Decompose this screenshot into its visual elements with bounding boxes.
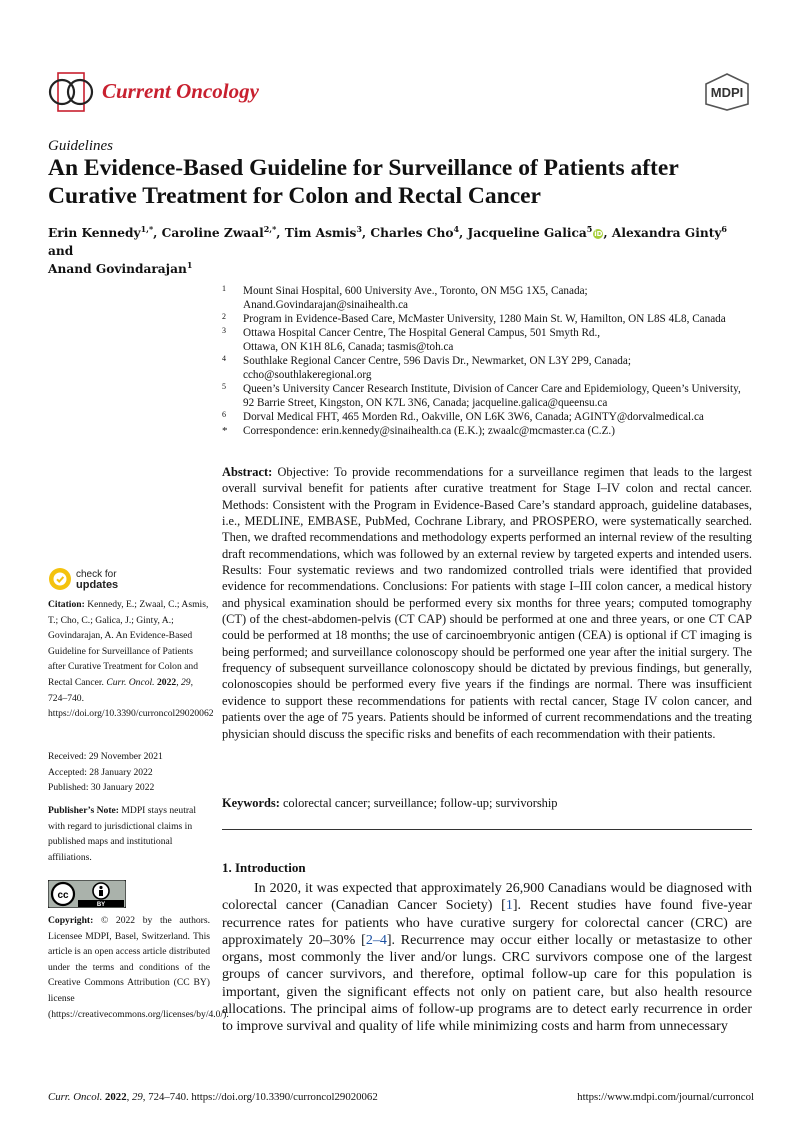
page-footer — [48, 1091, 754, 1103]
author-affiliation-marker: 3 — [356, 223, 362, 234]
author-separator: , — [276, 226, 285, 240]
keywords-text: colorectal cancer; surveillance; follow-up; survivorship — [282, 796, 558, 810]
section-divider — [222, 829, 752, 830]
affiliation-line: 92 Barrie Street, Kingston, ON K7L 3N6, Canada; jacqueline.galica@queensu.ca — [243, 397, 608, 409]
affiliation-line: Ottawa Hospital Cancer Centre, The Hospital General Campus, 501 Smyth Rd., — [243, 327, 601, 339]
footer-year: 2022 — [105, 1091, 127, 1103]
footer-doi[interactable]: , 724–740. https://doi.org/10.3390/curroncol29020062 — [142, 1091, 378, 1103]
intro-paragraph — [222, 880, 752, 1036]
keywords-label: Keywords: — [222, 796, 280, 810]
author-list — [48, 224, 756, 278]
accepted-date: Accepted: 28 January 2022 — [48, 766, 153, 778]
author-name: Caroline Zwaal — [161, 226, 264, 240]
affiliation-item — [222, 410, 757, 424]
article-title: An Evidence-Based Guideline for Surveillance of Patients after Curative Treatment for Colon and Rectal Cancer — [48, 155, 679, 209]
citation-doi[interactable]: 724–740. https://doi.org/10.3390/curroncol29020062 — [48, 692, 214, 720]
keywords — [222, 795, 752, 811]
author-separator: , — [459, 226, 468, 240]
affiliation-line: Mount Sinai Hospital, 600 University Ave., Toronto, ON M5G 1X5, Canada; — [243, 285, 588, 297]
author-affiliation-marker: 4 — [453, 223, 460, 234]
affiliation-line: Dorval Medical FHT, 465 Morden Rd., Oakville, ON L6K 3W6, Canada; AGINTY@dorvalmedical.ca — [243, 411, 704, 423]
author-affiliation-marker: 1 — [186, 259, 193, 270]
affiliation-number: 1 — [222, 284, 226, 293]
check-line-1: check for — [76, 569, 117, 580]
footer-volume: 29 — [132, 1091, 143, 1103]
citation-block: Citation: Kennedy, E.; Zwaal, C.; Asmis, T.; Cho, C.; Galica, J.; Ginty, A.; Govindarajan, A. An Evidence-Based Guideline for Surveillance of Patients after Curative Treatment for Colon and Rectal Cancer. Curr. Oncol. 2022, 29, 724–740. https://doi.org/10.3390/curroncol29020062 — [48, 599, 214, 720]
affiliation-number: 5 — [222, 382, 226, 391]
author-name: Erin Kennedy — [48, 226, 141, 240]
abstract-text: Objective: To provide recommendations for a surveillance regimen that leads to the largest overall survival benefit for patients after curative treatment for Stage I–IV colon and rectal cancer. Methods: Consistent with the Program in Evidence-Based Care’s standard approach, guideline databases, i.e., MEDLINE, EMBASE, PubMed, Cochrane Library, and PROSPERO, were systematically searched. Then, we drafted recommendations and methodology experts performed an internal review of the resulting draft recommendations, which was followed by an external review by targeted experts and intended users. Results: Four systematic reviews and two randomized controlled trials were identified that provided evidence for recommendations. Conclusions: For patients with stage I–III colon cancer, a medical history and physical examination should be performed every six months for three years; computed tomography (CT) of the chest-abdomen-pelvis (CT CAP) should be performed at one and three years, or one CT CAP could be performed at 18 months; the use of carcinoembryonic antigen (CEA) is optional if CT imaging is being performed; and surveillance colonoscopy should be performed one year after the initial surgery. The frequency of subsequent surveillance colonoscopy should be dictated by previous findings, but generally, colonoscopies should be performed every five years if the findings are normal. There was insufficient evidence to support these recommendations for patients with rectal cancer, Stage IV colon cancer, and patients over the age of 75 years. Patients should be informed of current recommendations and the treating physician should discuss the specific risks and benefits of each recommendation with their patients. — [222, 465, 752, 741]
author-affiliation-marker: 2,* — [263, 223, 277, 234]
author-separator: and — [48, 244, 74, 258]
footer-journal: Curr. Oncol. — [48, 1091, 103, 1103]
author-affiliation-marker: 1,* — [140, 223, 154, 234]
section-heading: 1. Introduction — [222, 860, 306, 875]
orcid-icon[interactable]: iD — [594, 230, 603, 238]
affiliation-line: Program in Evidence-Based Care, McMaster University, 1280 Main St. W, Hamilton, ON L8S 4L8, Canada — [243, 313, 726, 325]
co-journal-logo-icon — [48, 72, 94, 112]
abstract-label: Abstract: — [222, 465, 273, 479]
affiliation-item — [222, 382, 757, 410]
check-for-updates-badge[interactable] — [48, 567, 210, 593]
author-separator: , — [603, 226, 612, 240]
page-header — [48, 68, 754, 116]
pubnote-label: Publisher’s Note: — [48, 805, 119, 816]
citation-text: Kennedy, E.; Zwaal, C.; Asmis, T.; Cho, C.; Galica, J.; Ginty, A.; Govindarajan, A. An Evidence-Based Guideline for Surveillance of Patients after Curative Treatment for Colon and Rectal Cancer. — [48, 599, 209, 688]
affiliation-item — [222, 326, 757, 354]
affiliations — [222, 284, 757, 438]
affiliation-line: Southlake Regional Cancer Centre, 596 Davis Dr., Newmarket, ON L3Y 2P9, Canada; — [243, 355, 631, 367]
affiliation-item — [222, 284, 757, 312]
abstract — [222, 464, 752, 742]
publishers-note — [48, 803, 210, 865]
mdpi-logo-icon — [700, 72, 754, 112]
copyright-text: © 2022 by the authors. Licensee MDPI, Basel, Switzerland. This article is an open access article distributed under the terms and conditions of the Creative Commons Attribution (CC BY) license (https://creativecommons.org/licenses/by/4.0/). — [48, 915, 229, 1020]
affiliation-number: 4 — [222, 354, 226, 363]
cc-by-license-icon[interactable] — [48, 880, 126, 908]
affiliation-number: 6 — [222, 410, 226, 419]
check-line-2: updates — [76, 579, 119, 591]
affiliation-line: ccho@southlakeregional.org — [243, 369, 372, 381]
correspondence-mark: * — [222, 425, 228, 437]
intro-text-2: ]. Recent studies have found five-year recurrence rates for patients who have curative surgery for colorectal cancer (CRC) are approximately 20–30% [ — [222, 898, 752, 948]
received-date: Received: 29 November 2021 — [48, 751, 163, 762]
intro-text-1: In 2020, it was expected that approximately 26,900 Canadians would be diagnosed with colorectal cancer (Canadian Cancer Society) [ — [222, 881, 752, 914]
correspondence-text: Correspondence: erin.kennedy@sinaihealth.ca (E.K.); zwaalc@mcmaster.ca (C.Z.) — [243, 425, 615, 437]
correspondence — [222, 424, 757, 438]
affiliation-number: 3 — [222, 326, 226, 335]
affiliation-item — [222, 354, 757, 382]
citation-journal: Curr. Oncol. — [106, 676, 155, 688]
author-name: Alexandra Ginty — [611, 226, 722, 240]
footer-citation: Curr. Oncol. 2022, 29, 724–740. https://doi.org/10.3390/curroncol29020062 — [48, 1091, 378, 1103]
citation-year: 2022 — [157, 676, 177, 688]
svg-text:cc: cc — [57, 890, 69, 901]
published-date: Published: 30 January 2022 — [48, 782, 155, 794]
author-separator: , — [153, 226, 162, 240]
author-name: Jacqueline Galica — [467, 226, 587, 240]
cc-by-text: BY — [96, 902, 106, 908]
check-for-updates-text — [76, 569, 118, 591]
author-affiliation-marker: 6 — [721, 223, 727, 234]
footer-journal-url[interactable]: https://www.mdpi.com/journal/curroncol — [577, 1091, 754, 1103]
copyright-label: Copyright: — [48, 915, 94, 926]
article-type: Guidelines — [48, 138, 113, 154]
check-for-updates-icon — [48, 567, 72, 591]
author-separator: , — [361, 226, 371, 240]
author-name: Charles Cho — [370, 226, 454, 240]
pubnote-text: MDPI stays neutral with regard to jurisdictional claims in published maps and institutional affiliations. — [48, 805, 196, 863]
mdpi-logo-text: MDPI — [710, 85, 744, 100]
intro-text-3: ]. Recurrence may occur either locally or metastasize to other organs, most commonly the liver and/or lungs. CRC survivors compose one of the largest groups of cancer survivors, and therefore, optimal follow-up care for this population is important, given the significant effects not only on patient care, but also health resource allocations. The principal aims of follow-up programs are to detect early recurrence in order to improve survival and quality of life while minimizing costs and harm from unnecessary — [222, 932, 752, 1035]
author-name: Tim Asmis — [284, 226, 357, 240]
affiliation-line: Queen’s University Cancer Research Institute, Division of Cancer Care and Epidemiology, Queen’s University, — [243, 383, 741, 395]
author-name: Anand Govindarajan — [48, 262, 187, 276]
copyright-block — [48, 913, 229, 1022]
reference-link[interactable]: 1 — [505, 898, 513, 914]
dates-block — [48, 749, 210, 796]
affiliation-line: Ottawa, ON K1H 8L6, Canada; tasmis@toh.ca — [243, 341, 454, 353]
reference-link[interactable]: 2–4 — [365, 932, 387, 948]
affiliation-item — [222, 312, 757, 326]
affiliation-line: Anand.Govindarajan@sinaihealth.ca — [243, 299, 409, 311]
affiliation-number: 2 — [222, 312, 226, 321]
citation-volume: 29 — [180, 676, 191, 688]
citation-label: Citation: — [48, 599, 85, 610]
journal-name: Current Oncology — [102, 79, 259, 103]
author-affiliation-marker: 5 — [586, 223, 593, 234]
